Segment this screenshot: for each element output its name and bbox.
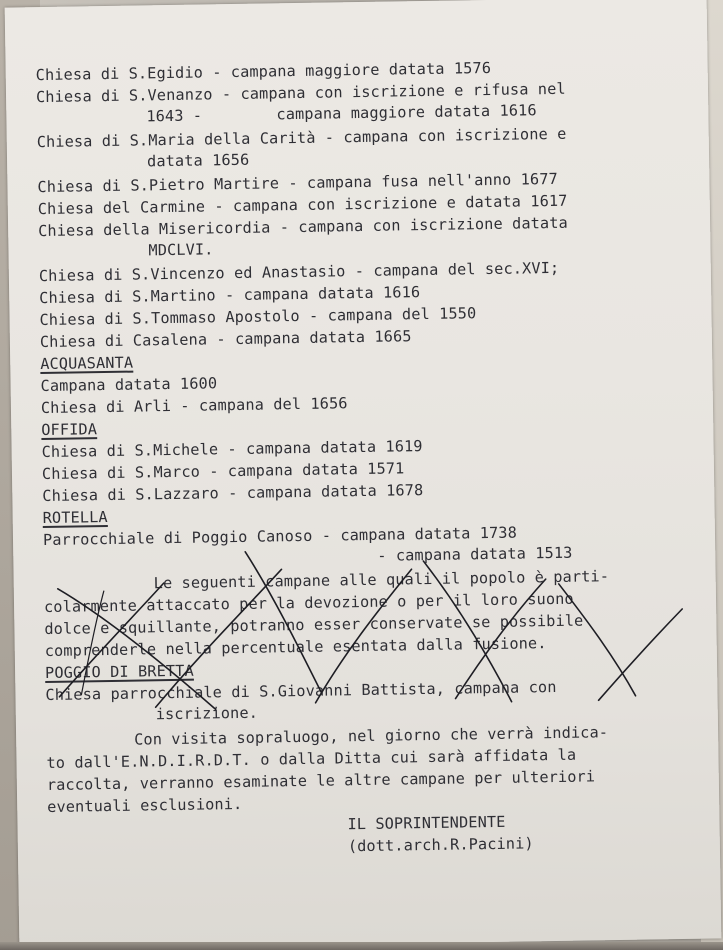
closing-paragraph-line: raccolta, verranno esaminate le altre campane per ulteriori — [46, 767, 596, 795]
document-line: datata 1656 — [146, 150, 250, 171]
document-line: Chiesa di S.Egidio - campana maggiore datata 1576 — [35, 58, 492, 85]
document-line: Chiesa di S.Pietro Martire - campana fusa nell'anno 1677 — [37, 169, 558, 197]
document-line: MDCLVI. — [148, 240, 214, 260]
document-line: Chiesa di S.Marco - campana datata 1571 — [41, 459, 405, 484]
document-line: Chiesa di S.Martino - campana datata 1616 — [39, 283, 421, 308]
closing-paragraph-line: eventuali esclusioni. — [47, 794, 243, 817]
document-line: Chiesa di S.Maria della Carità - campana con iscrizione e — [36, 124, 567, 152]
closing-paragraph-line: to dall'E.N.D.I.R.D.T. o dalla Ditta cui sarà affidata la — [46, 745, 577, 773]
typed-document-page — [5, 0, 722, 949]
bottom-shadow-edge — [0, 942, 723, 950]
document-line: Campana datata 1600 — [40, 374, 218, 396]
document-line: Chiesa di Arli - campana del 1656 — [40, 394, 348, 418]
crossed-paragraph-line: colarmente attaccato per la devozione o per il loro suono — [43, 589, 574, 617]
document-line: Chiesa del Carmine - campana con iscrizione e datata 1617 — [37, 191, 568, 219]
crossed-heading: POGGIO DI BRETTA — [44, 661, 194, 683]
crossed-paragraph-line: comprenderle nella percentuale esentata dalla fusione. — [44, 634, 547, 661]
signature-name: (dott.arch.R.Pacini) — [347, 834, 534, 856]
crossed-line: iscrizione. — [155, 703, 259, 724]
document-line: - campana datata 1513 — [377, 543, 573, 565]
section-heading-acquasanta: ACQUASANTA — [40, 353, 134, 374]
document-line: Chiesa di S.Vincenzo ed Anastasio - campana del sec.XVI; — [38, 258, 560, 286]
document-line: Chiesa di Casalena - campana datata 1665 — [39, 327, 412, 352]
document-line: Chiesa di S.Venanzo - campana con iscrizione e rifusa nel — [35, 79, 566, 107]
section-heading-rotella: ROTELLA — [42, 508, 108, 528]
document-line: Chiesa della Misericordia - campana con iscrizione datata — [38, 213, 568, 241]
document-line: 1643 - campana maggiore datata 1616 — [146, 101, 537, 126]
document-line: Chiesa di S.Tommaso Apostolo - campana del 1550 — [39, 304, 477, 330]
closing-paragraph-line: Con visita sopraluogo, nel giorno che verrà indica- — [134, 723, 609, 749]
signature-title: IL SOPRINTENDENTE — [347, 812, 506, 834]
crossed-paragraph-line: dolce e squillante, potranno esser conservate se possibile — [44, 611, 584, 639]
section-heading-offida: OFFIDA — [41, 420, 98, 440]
document-text — [5, 0, 722, 949]
document-line: Chiesa di S.Lazzaro - campana datata 1678 — [42, 481, 424, 506]
crossed-paragraph-line: Le seguenti campane alle quali il popolo è parti- — [153, 567, 610, 593]
crossed-line: Chiesa parrocchiale di S.Giovanni Battista, campana con — [45, 677, 557, 705]
document-line: Parrocchiale di Poggio Canoso - campana datata 1738 — [42, 523, 518, 550]
document-line: Chiesa di S.Michele - campana datata 1619 — [41, 437, 423, 462]
